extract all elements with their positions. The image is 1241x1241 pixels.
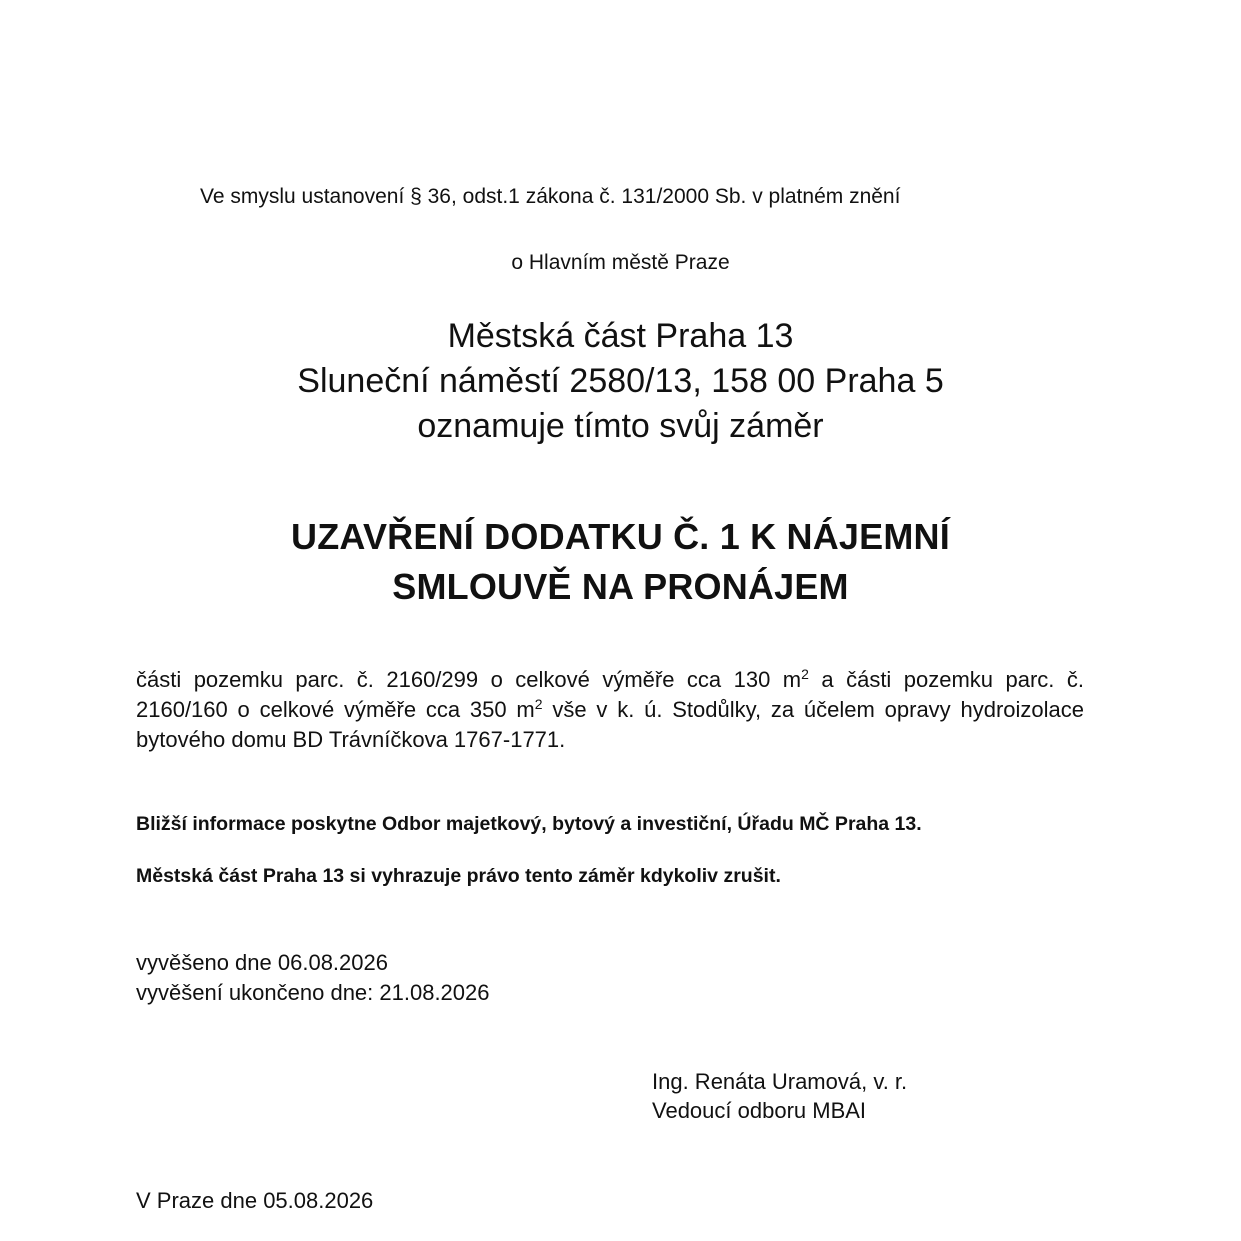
subject-text-3: vše v k. ú. Stodůlky, za účelem opravy hydroizolace bytového domu BD Trávníčkova 1767-1771. bbox=[136, 697, 1084, 752]
legal-basis-line: Ve smyslu ustanovení § 36, odst.1 zákona č. 131/2000 Sb. v platném znění bbox=[200, 185, 901, 208]
document-title-line-1: UZAVŘENÍ DODATKU Č. 1 K NÁJEMNÍ bbox=[291, 516, 950, 557]
signatory-name: Ing. Renáta Uramová, v. r. bbox=[652, 1069, 908, 1094]
document-title-line-2: SMLOUVĚ NA PRONÁJEM bbox=[392, 566, 849, 607]
subject-paragraph bbox=[136, 665, 1084, 755]
posted-date: vyvěšeno dne 06.08.2026 bbox=[136, 950, 388, 975]
place-and-date: V Praze dne 05.08.2026 bbox=[136, 1188, 374, 1213]
reservation-notice: Městská část Praha 13 si vyhrazuje právo tento záměr kdykoliv zrušit. bbox=[136, 865, 781, 887]
legal-basis-line-2: o Hlavním městě Praze bbox=[511, 251, 730, 274]
subject-text-1: části pozemku parc. č. 2160/299 o celkové výměře cca 130 m bbox=[136, 667, 802, 692]
organization-address: Sluneční náměstí 2580/13, 158 00 Praha 5 bbox=[297, 362, 944, 400]
posting-end-date: vyvěšení ukončeno dne: 21.08.2026 bbox=[136, 980, 490, 1005]
info-notice: Bližší informace poskytne Odbor majetkový, bytový a investiční, Úřadu MČ Praha 13. bbox=[136, 813, 922, 835]
organization-name: Městská část Praha 13 bbox=[447, 317, 794, 355]
signatory-role: Vedoucí odboru MBAI bbox=[652, 1098, 867, 1123]
superscript-2: 2 bbox=[534, 696, 543, 712]
subject-text-2: a části pozemku parc. č. 2160/160 o celkové výměře cca 350 m bbox=[136, 667, 1084, 722]
superscript-2: 2 bbox=[801, 666, 809, 682]
announcement-line: oznamuje tímto svůj záměr bbox=[417, 407, 824, 445]
